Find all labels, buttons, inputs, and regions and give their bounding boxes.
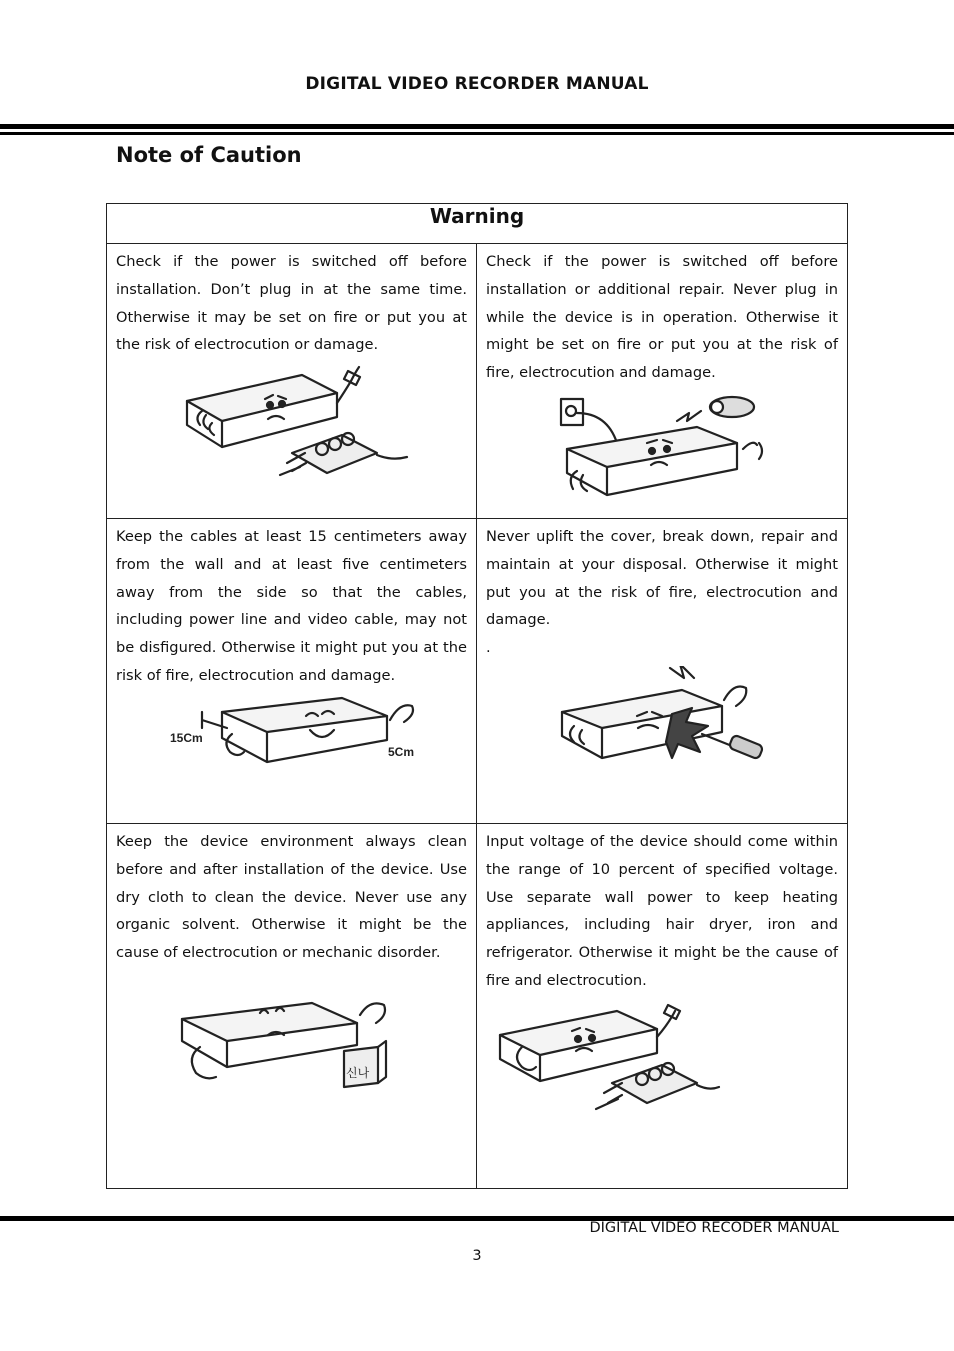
dvr-solvent-icon [172,1001,412,1101]
warning-cell [477,519,848,824]
dvr-angry-plug-icon [172,363,412,481]
label-15cm: 15Cm [169,730,203,745]
warning-text: Check if the power is switched off before installation. Don’t plug in at the same time. Otherwise it may be set on fire or put you at the risk of electrocution or damage. [116,253,467,354]
warning-cell [107,244,477,519]
header-rule-bottom [0,132,954,135]
label-5cm: 5Cm [387,744,414,759]
warning-text: Keep the cables at least 15 centimeters away from the wall and at least five centimeters away from the side so that the cables, including power line and video cable, may not be disfigured. Otherwise it might put you at the risk of fire, electrocution and damage. [116,528,467,684]
warning-text: Input voltage of the device should come within the range of 10 percent of specified voltage. Use separate wall power to keep heating appliances, including hair dryer, iron and refrigerator. Otherwise it might be the cause of fire and electrocution. [486,833,839,989]
warning-cell [477,244,848,519]
page-number: 3 [472,1248,482,1264]
dvr-multitap-icon [492,999,722,1113]
header-rule-top [0,124,954,129]
warning-extra: . [486,639,491,657]
warning-text: Never uplift the cover, break down, repair and maintain at your disposal. Otherwise it might put you at the risk of fire, electrocution and damage. [486,528,839,629]
dvr-screwdriver-icon [552,666,772,770]
solvent-label: 신나 [345,1065,369,1080]
warning-table [106,203,848,1189]
warning-text: Keep the device environment always clean before and after installation of the device. Use dry cloth to clean the device. Never use any organic solvent. Otherwise it might be the cause of electrocution or mechanic disorder. [116,833,467,962]
running-footer: DIGITAL VIDEO RECODER MANUAL [589,1220,839,1236]
dvr-clearance-icon [162,694,422,772]
section-title: Note of Caution [116,143,302,167]
running-header: DIGITAL VIDEO RECORDER MANUAL [305,74,649,94]
warning-heading: Warning [107,204,848,244]
warning-cell [107,824,477,1189]
warning-text: Check if the power is switched off before installation or additional repair. Never plug in while the device is in operation. Otherwise it might be set on fire or put you at the risk of fire, electrocution and damage. [486,253,839,382]
warning-cell [477,824,848,1189]
dvr-camera-spark-icon [547,391,777,501]
warning-cell [107,519,477,824]
